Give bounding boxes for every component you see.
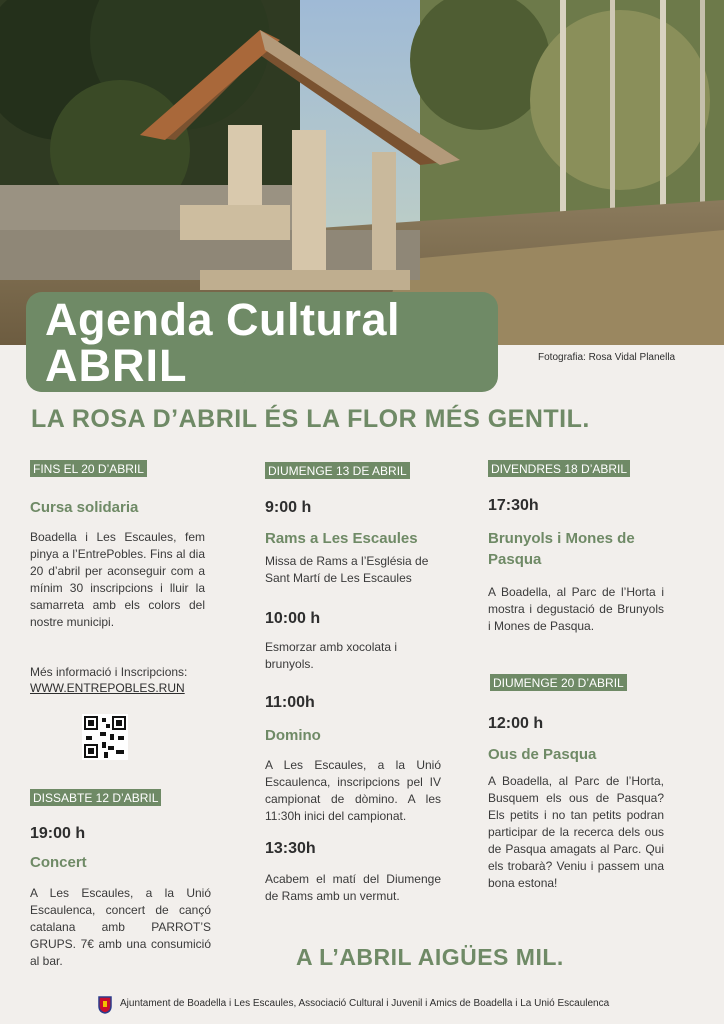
top-motto: LA ROSA D’ABRIL ÉS LA FLOR MÉS GENTIL. xyxy=(31,405,590,433)
event-title-domino: Domino xyxy=(265,727,321,744)
date-label-divendres-18: DIVENDRES 18 D’ABRIL xyxy=(488,460,630,477)
date-label-fins-20: FINS EL 20 D’ABRIL xyxy=(30,460,147,477)
event-time-ous: 12:00 h xyxy=(488,715,544,732)
month-title: ABRIL xyxy=(45,340,188,391)
event-title-concert: Concert xyxy=(30,854,87,871)
event-desc-esmorzar: Esmorzar amb xocolata i brunyols. xyxy=(265,640,398,671)
event-title-ous: Ous de Pasqua xyxy=(488,746,597,763)
event-desc-brunyols: A Boadella, al Parc de l’Horta i mostra i degustació de Brunyols i Mones de Pasqua. xyxy=(488,585,664,633)
event-title-rams: Rams a Les Escaules xyxy=(265,530,418,547)
date-label-dissabte-12: DISSABTE 12 D’ABRIL xyxy=(30,789,161,806)
event-time-rams: 9:00 h xyxy=(265,499,312,516)
bottom-motto: A L’ABRIL AIGÜES MIL. xyxy=(296,944,564,970)
event-time-esmorzar: 10:00 h xyxy=(265,610,321,627)
photo-credit: Fotografia: Rosa Vidal Planella xyxy=(538,352,676,363)
event-time-concert: 19:00 h xyxy=(30,825,86,842)
event-time-brunyols: 17:30h xyxy=(488,497,539,514)
municipal-crest-icon xyxy=(98,996,112,1014)
event-title-cursa: Cursa solidaria xyxy=(30,499,139,516)
event-desc-vermut: Acabem el matí del Diumenge de Rams amb un vermut. xyxy=(265,872,441,903)
event-time-vermut: 13:30h xyxy=(265,840,316,857)
footer xyxy=(0,992,724,1024)
event-desc-concert: A Les Escaules, a la Unió Escaulenca, concert de cançó catalana amb PARROT’S GRUPS. 7€ amb una consumició al bar. xyxy=(30,886,211,968)
footer-text: Ajuntament de Boadella i Les Escaules, Associació Cultural i Juvenil i Amics de Boadella i La Unió Escaulenca xyxy=(120,998,610,1009)
agenda-title: Agenda Cultural xyxy=(45,294,401,345)
event-desc-ous: A Boadella, al Parc de l’Horta, Busquem els ous de Pasqua? Els petits i no tan petits podran participar de la recerca dels ous de Pasqua amagats al Parc. Qui els trobarà? Veniu i passem una bona estona! xyxy=(488,774,664,890)
qr-code-icon xyxy=(82,714,128,760)
date-label-diumenge-20: DIUMENGE 20 D’ABRIL xyxy=(490,674,627,691)
info-text: Més informació i Inscripcions: xyxy=(30,665,188,679)
event-desc-rams: Missa de Rams a l’Església de Sant Martí de Les Escaules xyxy=(265,554,429,585)
date-label-diumenge-13: DIUMENGE 13 DE ABRIL xyxy=(265,462,410,479)
event-desc-domino: A Les Escaules, a la Unió Escaulenca, inscripcions pel IV campionat de dòmino. A les 11:30h inici del campionat. xyxy=(265,758,441,823)
event-time-domino: 11:00h xyxy=(265,694,315,711)
entrepobles-link[interactable]: WWW.ENTREPOBLES.RUN xyxy=(30,681,185,695)
event-title-brunyols: Brunyols i Mones de Pasqua xyxy=(488,530,635,568)
event-desc-cursa: Boadella i Les Escaules, fem pinya a l’EntrePobles. Fins al dia 20 d’abril per aconseguir com a mínim 30 inscripcions i lluir la samarreta amb els colors del nostre municipi. xyxy=(30,530,205,629)
